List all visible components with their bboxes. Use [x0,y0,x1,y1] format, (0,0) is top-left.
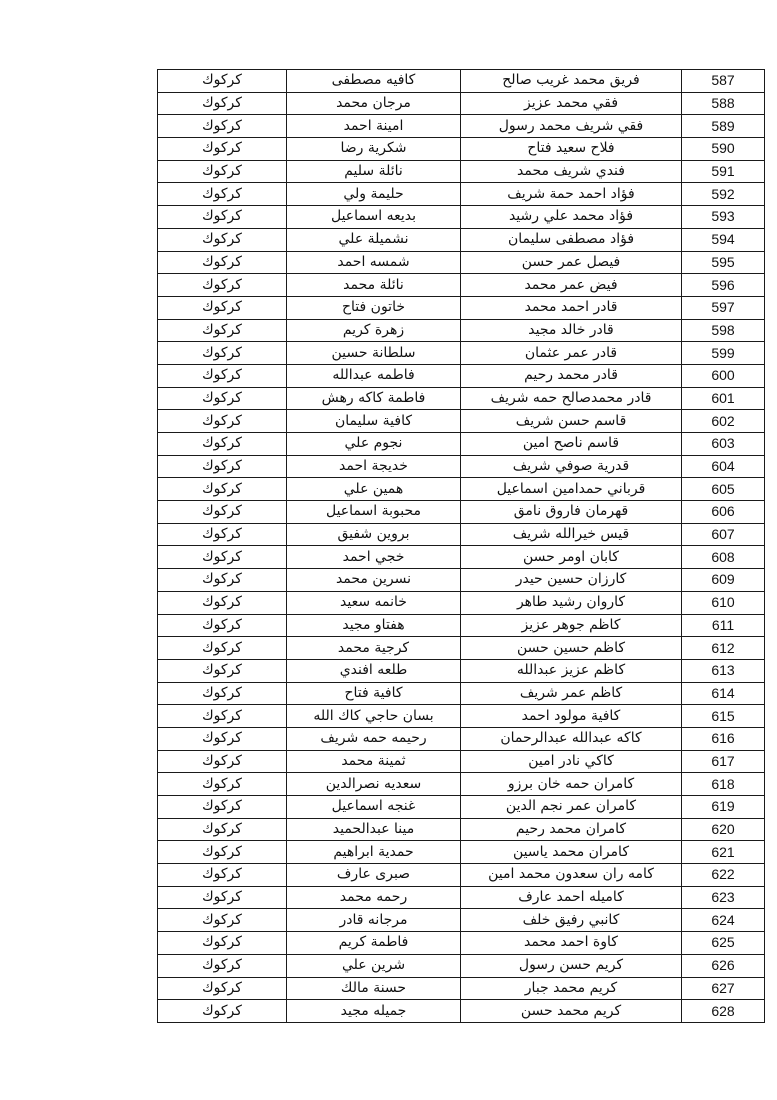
table-row [158,478,765,501]
mother-name: امينة احمد [287,115,461,138]
person-name: قيس خيرالله شريف [461,523,682,546]
person-name: كاظم عمر شريف [461,682,682,705]
city-name: كركوك [158,364,287,387]
city-name: كركوك [158,932,287,955]
row-number: 627 [682,977,765,1000]
table-row [158,727,765,750]
city-name: كركوك [158,478,287,501]
table-row [158,977,765,1000]
city-name: كركوك [158,523,287,546]
table-row [158,296,765,319]
city-name: كركوك [158,750,287,773]
person-name: قادر محمد رحيم [461,364,682,387]
row-number: 609 [682,569,765,592]
mother-name: نائلة محمد [287,274,461,297]
city-name: كركوك [158,682,287,705]
table-row [158,705,765,728]
city-name: كركوك [158,909,287,932]
mother-name: نسرين محمد [287,569,461,592]
table-row [158,92,765,115]
person-name: كاكي نادر امين [461,750,682,773]
person-name: فيصل عمر حسن [461,251,682,274]
person-name: كاكه عبدالله عبدالرحمان [461,727,682,750]
table-row [158,932,765,955]
person-name: فريق محمد غريب صالح [461,70,682,93]
mother-name: نجوم علي [287,433,461,456]
city-name: كركوك [158,886,287,909]
mother-name: جميله مجيد [287,1000,461,1023]
mother-name: ثمينة محمد [287,750,461,773]
table-row [158,206,765,229]
table-row [158,274,765,297]
mother-name: كافية فتاح [287,682,461,705]
mother-name: نشميلة علي [287,228,461,251]
table-row [158,750,765,773]
city-name: كركوك [158,841,287,864]
mother-name: بديعه اسماعيل [287,206,461,229]
person-name: كامران محمد رحيم [461,818,682,841]
mother-name: مرجان محمد [287,92,461,115]
row-number: 589 [682,115,765,138]
row-number: 593 [682,206,765,229]
row-number: 623 [682,886,765,909]
row-number: 587 [682,70,765,93]
mother-name: مرجانه قادر [287,909,461,932]
mother-name: فاطمه عبدالله [287,364,461,387]
mother-name: شمسه احمد [287,251,461,274]
row-number: 588 [682,92,765,115]
row-number: 611 [682,614,765,637]
row-number: 612 [682,637,765,660]
city-name: كركوك [158,773,287,796]
person-name: فلاح سعيد فتاح [461,138,682,161]
table-row [158,1000,765,1023]
row-number: 621 [682,841,765,864]
person-name: قدرية صوفي شريف [461,455,682,478]
person-name: قادر احمد محمد [461,296,682,319]
mother-name: غنجه اسماعيل [287,796,461,819]
city-name: كركوك [158,387,287,410]
table-row [158,659,765,682]
table-row [158,115,765,138]
city-name: كركوك [158,160,287,183]
person-name: كاوة احمد محمد [461,932,682,955]
table-row [158,841,765,864]
table-row [158,818,765,841]
row-number: 594 [682,228,765,251]
person-name: قادر محمدصالح حمه شريف [461,387,682,410]
city-name: كركوك [158,433,287,456]
table-row [158,682,765,705]
city-name: كركوك [158,659,287,682]
person-name: كامه ران سعدون محمد امين [461,864,682,887]
city-name: كركوك [158,591,287,614]
city-name: كركوك [158,251,287,274]
person-name: كريم حسن رسول [461,954,682,977]
table-row [158,342,765,365]
person-name: قهرمان فاروق نامق [461,501,682,524]
table-row [158,183,765,206]
city-name: كركوك [158,705,287,728]
row-number: 606 [682,501,765,524]
row-number: 617 [682,750,765,773]
table-row [158,433,765,456]
table-row [158,546,765,569]
person-name: كابان اومر حسن [461,546,682,569]
table-row [158,523,765,546]
city-name: كركوك [158,296,287,319]
person-name: كامران حمه خان برزو [461,773,682,796]
mother-name: رحمه محمد [287,886,461,909]
mother-name: خاتون فتاح [287,296,461,319]
mother-name: زهرة كريم [287,319,461,342]
table-row [158,796,765,819]
city-name: كركوك [158,319,287,342]
mother-name: بسان حاجي كاك الله [287,705,461,728]
row-number: 628 [682,1000,765,1023]
city-name: كركوك [158,977,287,1000]
mother-name: شرين علي [287,954,461,977]
table-row [158,591,765,614]
person-name: قاسم ناصح امين [461,433,682,456]
person-name: كامران عمر نجم الدين [461,796,682,819]
row-number: 600 [682,364,765,387]
person-name: قادر عمر عثمان [461,342,682,365]
city-name: كركوك [158,410,287,433]
city-name: كركوك [158,115,287,138]
person-name: فؤاد احمد حمة شريف [461,183,682,206]
city-name: كركوك [158,274,287,297]
city-name: كركوك [158,455,287,478]
mother-name: حمدية ابراهيم [287,841,461,864]
city-name: كركوك [158,796,287,819]
mother-name: رحيمه حمه شريف [287,727,461,750]
city-name: كركوك [158,954,287,977]
mother-name: خجي احمد [287,546,461,569]
row-number: 595 [682,251,765,274]
person-name: فقي محمد عزيز [461,92,682,115]
city-name: كركوك [158,727,287,750]
city-name: كركوك [158,183,287,206]
table-row [158,773,765,796]
table-row [158,909,765,932]
row-number: 618 [682,773,765,796]
table-row [158,387,765,410]
person-name: قاسم حسن شريف [461,410,682,433]
mother-name: فاطمة كريم [287,932,461,955]
table-row [158,251,765,274]
row-number: 624 [682,909,765,932]
city-name: كركوك [158,546,287,569]
row-number: 613 [682,659,765,682]
row-number: 616 [682,727,765,750]
row-number: 610 [682,591,765,614]
mother-name: كافيه مصطفى [287,70,461,93]
row-number: 615 [682,705,765,728]
roster-table [157,69,765,1023]
person-name: كاظم عزيز عبدالله [461,659,682,682]
mother-name: حسنة مالك [287,977,461,1000]
person-name: كاروان رشيد طاهر [461,591,682,614]
city-name: كركوك [158,70,287,93]
table-row [158,138,765,161]
row-number: 599 [682,342,765,365]
row-number: 592 [682,183,765,206]
person-name: فيض عمر محمد [461,274,682,297]
person-name: قادر خالد مجيد [461,319,682,342]
row-number: 604 [682,455,765,478]
mother-name: طلعه افندي [287,659,461,682]
table-row [158,160,765,183]
mother-name: محبوبة اسماعيل [287,501,461,524]
table-row [158,637,765,660]
mother-name: كافية سليمان [287,410,461,433]
city-name: كركوك [158,569,287,592]
mother-name: هفتاو مجيد [287,614,461,637]
table-row [158,364,765,387]
person-name: كانبي رفيق خلف [461,909,682,932]
person-name: فقي شريف محمد رسول [461,115,682,138]
mother-name: صبرى عارف [287,864,461,887]
row-number: 590 [682,138,765,161]
mother-name: حليمة ولي [287,183,461,206]
row-number: 603 [682,433,765,456]
mother-name: شكرية رضا [287,138,461,161]
person-name: كريم محمد جبار [461,977,682,1000]
person-name: كاميله احمد عارف [461,886,682,909]
row-number: 601 [682,387,765,410]
mother-name: كرجية محمد [287,637,461,660]
roster-body [158,70,765,1023]
city-name: كركوك [158,138,287,161]
row-number: 607 [682,523,765,546]
person-name: كامران محمد ياسين [461,841,682,864]
mother-name: سلطانة حسين [287,342,461,365]
table-row [158,228,765,251]
table-row [158,410,765,433]
table-row [158,886,765,909]
table-row [158,569,765,592]
person-name: فندي شريف محمد [461,160,682,183]
row-number: 608 [682,546,765,569]
city-name: كركوك [158,864,287,887]
city-name: كركوك [158,501,287,524]
person-name: كريم محمد حسن [461,1000,682,1023]
mother-name: خانمه سعيد [287,591,461,614]
document-sheet [157,69,735,1023]
city-name: كركوك [158,206,287,229]
row-number: 619 [682,796,765,819]
city-name: كركوك [158,228,287,251]
row-number: 625 [682,932,765,955]
person-name: كاظم جوهر عزيز [461,614,682,637]
city-name: كركوك [158,818,287,841]
table-row [158,614,765,637]
row-number: 596 [682,274,765,297]
person-name: كافية مولود احمد [461,705,682,728]
person-name: فؤاد مصطفى سليمان [461,228,682,251]
table-row [158,864,765,887]
mother-name: نائلة سليم [287,160,461,183]
person-name: فؤاد محمد علي رشيد [461,206,682,229]
person-name: كارزان حسين حيدر [461,569,682,592]
table-row [158,501,765,524]
city-name: كركوك [158,342,287,365]
row-number: 602 [682,410,765,433]
city-name: كركوك [158,614,287,637]
city-name: كركوك [158,1000,287,1023]
table-row [158,455,765,478]
mother-name: خديجة احمد [287,455,461,478]
mother-name: سعديه نصرالدين [287,773,461,796]
mother-name: بروين شفيق [287,523,461,546]
row-number: 605 [682,478,765,501]
table-row [158,319,765,342]
city-name: كركوك [158,637,287,660]
row-number: 614 [682,682,765,705]
table-row [158,954,765,977]
person-name: كاظم حسين حسن [461,637,682,660]
mother-name: مينا عبدالحميد [287,818,461,841]
row-number: 622 [682,864,765,887]
row-number: 620 [682,818,765,841]
mother-name: فاطمة كاكه رهش [287,387,461,410]
city-name: كركوك [158,92,287,115]
mother-name: همين علي [287,478,461,501]
row-number: 626 [682,954,765,977]
table-row [158,70,765,93]
person-name: قرباني حمدامين اسماعيل [461,478,682,501]
row-number: 591 [682,160,765,183]
row-number: 598 [682,319,765,342]
row-number: 597 [682,296,765,319]
